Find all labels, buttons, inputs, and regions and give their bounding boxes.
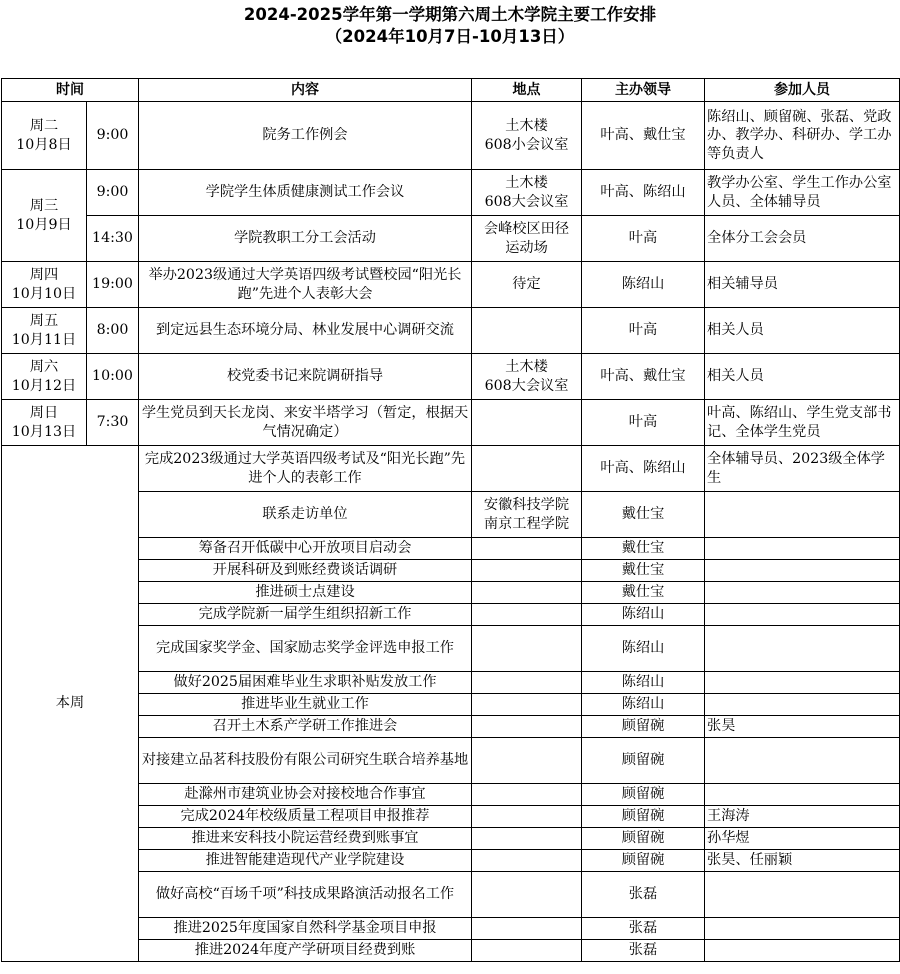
leader-cell: 顾留碗 xyxy=(582,806,705,828)
time-cell: 19:00 xyxy=(87,262,139,308)
day-cell: 周四 10月10日 xyxy=(2,262,87,308)
content-cell: 推进2025年度国家自然科学基金项目申报 xyxy=(139,918,472,940)
leader-cell: 陈绍山 xyxy=(582,626,705,672)
content-cell: 做好高校“百场千项”科技成果路演活动报名工作 xyxy=(139,872,472,918)
location-cell: 会峰校区田径 运动场 xyxy=(472,216,582,262)
participants-cell: 相关人员 xyxy=(705,308,900,354)
content-cell: 学生党员到天长龙岗、来安半塔学习（暂定，根据天气情况确定） xyxy=(139,400,472,446)
leader-cell: 顾留碗 xyxy=(582,716,705,738)
table-row xyxy=(2,400,900,446)
location-cell xyxy=(472,560,582,582)
location-cell xyxy=(472,538,582,560)
leader-cell: 陈绍山 xyxy=(582,262,705,308)
location-cell xyxy=(472,626,582,672)
table-row xyxy=(2,446,900,492)
participants-cell xyxy=(705,918,900,940)
location-cell xyxy=(472,446,582,492)
location-cell xyxy=(472,828,582,850)
participants-cell: 相关人员 xyxy=(705,354,900,400)
day-cell: 周日 10月13日 xyxy=(2,400,87,446)
content-cell: 学院教职工分工会活动 xyxy=(139,216,472,262)
leader-cell: 陈绍山 xyxy=(582,694,705,716)
participants-cell: 相关辅导员 xyxy=(705,262,900,308)
location-cell xyxy=(472,738,582,784)
header-location: 地点 xyxy=(472,79,582,102)
time-cell: 7:30 xyxy=(87,400,139,446)
time-cell: 8:00 xyxy=(87,308,139,354)
document-title xyxy=(0,0,900,70)
location-cell xyxy=(472,784,582,806)
leader-cell: 戴仕宝 xyxy=(582,538,705,560)
participants-cell: 教学办公室、学生工作办公室人员、全体辅导员 xyxy=(705,170,900,216)
content-cell: 完成2024年校级质量工程项目申报推荐 xyxy=(139,806,472,828)
location-cell: 安徽科技学院 南京工程学院 xyxy=(472,492,582,538)
location-cell xyxy=(472,806,582,828)
location-cell xyxy=(472,872,582,918)
content-cell: 完成学院新一届学生组织招新工作 xyxy=(139,604,472,626)
location-cell: 土木楼 608大会议室 xyxy=(472,354,582,400)
participants-cell: 孙华煜 xyxy=(705,828,900,850)
leader-cell: 张磊 xyxy=(582,872,705,918)
participants-cell: 张昊 xyxy=(705,716,900,738)
location-cell xyxy=(472,716,582,738)
content-cell: 做好2025届困难毕业生求职补贴发放工作 xyxy=(139,672,472,694)
location-cell xyxy=(472,582,582,604)
table-row xyxy=(2,170,900,216)
content-cell: 院务工作例会 xyxy=(139,102,472,170)
participants-cell: 陈绍山、顾留碗、张磊、党政办、教学办、科研办、学工办等负责人 xyxy=(705,102,900,170)
participants-cell: 王海涛 xyxy=(705,806,900,828)
location-cell xyxy=(472,400,582,446)
participants-cell xyxy=(705,582,900,604)
table-row xyxy=(2,216,900,262)
table-row xyxy=(2,354,900,400)
leader-cell: 叶高 xyxy=(582,308,705,354)
leader-cell: 张磊 xyxy=(582,918,705,940)
participants-cell xyxy=(705,784,900,806)
content-cell: 推进毕业生就业工作 xyxy=(139,694,472,716)
content-cell: 推进硕士点建设 xyxy=(139,582,472,604)
table-row xyxy=(2,102,900,170)
header-leader: 主办领导 xyxy=(582,79,705,102)
title-line-1: 2024-2025学年第一学期第六周土木学院主要工作安排 xyxy=(243,5,657,24)
leader-cell: 陈绍山 xyxy=(582,604,705,626)
participants-cell xyxy=(705,694,900,716)
content-cell: 推进智能建造现代产业学院建设 xyxy=(139,850,472,872)
location-cell xyxy=(472,918,582,940)
location-cell xyxy=(472,694,582,716)
participants-cell xyxy=(705,672,900,694)
participants-cell: 全体分工会会员 xyxy=(705,216,900,262)
participants-cell xyxy=(705,626,900,672)
participants-cell xyxy=(705,604,900,626)
day-cell: 周二 10月8日 xyxy=(2,102,87,170)
leader-cell: 戴仕宝 xyxy=(582,582,705,604)
leader-cell: 叶高 xyxy=(582,216,705,262)
leader-cell: 顾留碗 xyxy=(582,828,705,850)
table-header-row xyxy=(2,79,900,102)
leader-cell: 叶高、陈绍山 xyxy=(582,170,705,216)
location-cell: 土木楼 608大会议室 xyxy=(472,170,582,216)
leader-cell: 顾留碗 xyxy=(582,784,705,806)
leader-cell: 陈绍山 xyxy=(582,672,705,694)
content-cell: 对接建立品茗科技股份有限公司研究生联合培养基地 xyxy=(139,738,472,784)
content-cell: 学院学生体质健康测试工作会议 xyxy=(139,170,472,216)
week-label-cell: 本周 xyxy=(2,446,139,962)
time-cell: 10:00 xyxy=(87,354,139,400)
location-cell xyxy=(472,672,582,694)
participants-cell: 张昊、任丽颖 xyxy=(705,850,900,872)
content-cell: 完成国家奖学金、国家励志奖学金评选申报工作 xyxy=(139,626,472,672)
title-line-2: （2024年10月7日-10月13日） xyxy=(325,27,575,46)
content-cell: 完成2023级通过大学英语四级考试及“阳光长跑”先进个人的表彰工作 xyxy=(139,446,472,492)
participants-cell xyxy=(705,872,900,918)
time-cell: 14:30 xyxy=(87,216,139,262)
content-cell: 赴滁州市建筑业协会对接校地合作事宜 xyxy=(139,784,472,806)
content-cell: 筹备召开低碳中心开放项目启动会 xyxy=(139,538,472,560)
schedule-table xyxy=(1,78,900,962)
participants-cell: 叶高、陈绍山、学生党支部书记、全体学生党员 xyxy=(705,400,900,446)
participants-cell xyxy=(705,560,900,582)
leader-cell: 顾留碗 xyxy=(582,850,705,872)
content-cell: 推进来安科技小院运营经费到账事宜 xyxy=(139,828,472,850)
leader-cell: 叶高 xyxy=(582,400,705,446)
time-cell: 9:00 xyxy=(87,102,139,170)
day-cell: 周三 10月9日 xyxy=(2,170,87,262)
participants-cell: 全体辅导员、2023级全体学生 xyxy=(705,446,900,492)
leader-cell: 戴仕宝 xyxy=(582,492,705,538)
location-cell xyxy=(472,940,582,962)
table-row xyxy=(2,262,900,308)
leader-cell: 叶高、陈绍山 xyxy=(582,446,705,492)
participants-cell xyxy=(705,738,900,784)
leader-cell: 叶高、戴仕宝 xyxy=(582,354,705,400)
content-cell: 推进2024年度产学研项目经费到账 xyxy=(139,940,472,962)
content-cell: 召开土木系产学研工作推进会 xyxy=(139,716,472,738)
time-cell: 9:00 xyxy=(87,170,139,216)
participants-cell xyxy=(705,940,900,962)
location-cell xyxy=(472,604,582,626)
location-cell xyxy=(472,850,582,872)
content-cell: 校党委书记来院调研指导 xyxy=(139,354,472,400)
location-cell xyxy=(472,308,582,354)
leader-cell: 顾留碗 xyxy=(582,738,705,784)
location-cell: 土木楼 608小会议室 xyxy=(472,102,582,170)
content-cell: 举办2023级通过大学英语四级考试暨校园“阳光长跑”先进个人表彰大会 xyxy=(139,262,472,308)
leader-cell: 张磊 xyxy=(582,940,705,962)
day-cell: 周五 10月11日 xyxy=(2,308,87,354)
location-cell: 待定 xyxy=(472,262,582,308)
header-time: 时间 xyxy=(2,79,139,102)
header-content: 内容 xyxy=(139,79,472,102)
table-row xyxy=(2,308,900,354)
participants-cell xyxy=(705,538,900,560)
day-cell: 周六 10月12日 xyxy=(2,354,87,400)
leader-cell: 叶高、戴仕宝 xyxy=(582,102,705,170)
leader-cell: 戴仕宝 xyxy=(582,560,705,582)
content-cell: 开展科研及到账经费谈话调研 xyxy=(139,560,472,582)
header-participants: 参加人员 xyxy=(705,79,900,102)
content-cell: 到定远县生态环境分局、林业发展中心调研交流 xyxy=(139,308,472,354)
content-cell: 联系走访单位 xyxy=(139,492,472,538)
participants-cell xyxy=(705,492,900,538)
